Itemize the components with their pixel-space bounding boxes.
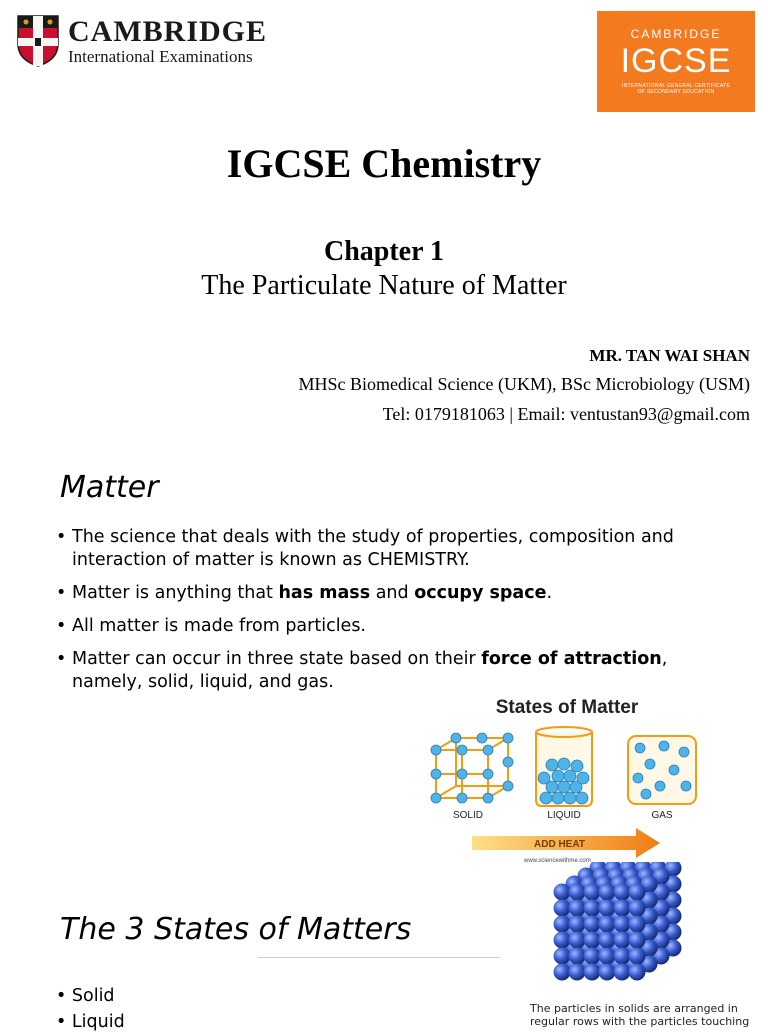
lattice-particle (629, 916, 646, 933)
list-item (56, 526, 716, 572)
igcse-badge (597, 11, 755, 112)
lattice-particle (569, 948, 586, 965)
chapter-title: The Particulate Nature of Matter (201, 270, 567, 301)
badge-cambridge-text: CAMBRIDGE (630, 27, 722, 41)
bullet-bold-text: force of attraction (481, 649, 662, 669)
badge-igcse-text: IGCSE (620, 42, 732, 80)
lattice-particle (599, 964, 616, 981)
lattice-particle (569, 884, 586, 901)
lattice-particle (584, 948, 601, 965)
liquid-label: LIQUID (547, 810, 581, 821)
solid-figure-caption: The particles in solids are arranged in regular rows with the particles touching (530, 1002, 750, 1028)
lattice-particle (569, 916, 586, 933)
liquid-beaker-icon (536, 727, 592, 806)
chapter-label: Chapter 1 (323, 236, 445, 267)
states-of-matter-figure (428, 690, 706, 865)
divider (258, 957, 500, 958)
list-item (56, 615, 716, 638)
lattice-particle (554, 884, 571, 901)
lattice-particle (599, 932, 616, 949)
cambridge-shield-icon (16, 14, 60, 68)
lattice-particle (584, 932, 601, 949)
lattice-particle (599, 900, 616, 917)
cambridge-name: CAMBRIDGE (68, 15, 268, 48)
solid-lattice-icon (436, 738, 508, 798)
lattice-particle (554, 900, 571, 917)
bullet-text: . (546, 583, 553, 603)
lattice-particle (599, 916, 616, 933)
gas-container-icon (628, 736, 696, 804)
lattice-particle (599, 884, 616, 901)
lattice-particle (599, 948, 616, 965)
bullet-text: namely, solid, liquid, and gas. (72, 672, 334, 692)
lattice-particle (629, 884, 646, 901)
list-item-text: Liquid (71, 1012, 125, 1032)
lattice-particle (554, 964, 571, 981)
list-item (56, 983, 125, 1009)
bullet-text: The science that deals with the study of properties, composition and interaction of matter is known as CHEMISTRY. (72, 527, 674, 570)
solid-particles-3d-figure (500, 862, 768, 1024)
matter-heading: Matter (60, 470, 159, 505)
lattice-particle (614, 884, 631, 901)
list-item (56, 1009, 125, 1035)
lattice-particle (554, 932, 571, 949)
bullet-icon: • (56, 616, 67, 636)
figure-credit: www.sciencewithme.com (524, 858, 591, 864)
bullet-icon: • (56, 986, 72, 1006)
page-title: IGCSE Chemistry (226, 141, 542, 186)
lattice-particle (569, 964, 586, 981)
cambridge-logo (16, 14, 267, 68)
lattice-particle (584, 964, 601, 981)
bullet-bold-text: occupy space (414, 583, 547, 603)
add-heat-label: ADD HEAT (534, 839, 585, 850)
bullet-text: Matter can occur in three state based on their (72, 649, 482, 669)
lattice-particle (584, 900, 601, 917)
list-item-text: Solid (71, 986, 115, 1006)
bullet-icon: • (56, 649, 67, 669)
list-item (56, 648, 716, 694)
solid-lattice-balls (554, 862, 682, 981)
bullet-icon: • (56, 527, 67, 547)
bullet-text: All matter is made from particles. (72, 616, 366, 636)
lattice-particle (629, 964, 646, 981)
author-credentials: MHSc Biomedical Science (UKM), BSc Microbiology (USM) (298, 374, 750, 394)
list-item (56, 582, 716, 605)
lattice-particle (569, 900, 586, 917)
solid-label: SOLID (452, 810, 484, 821)
lattice-particle (554, 916, 571, 933)
matter-bullet-list (56, 526, 716, 704)
lattice-particle (629, 948, 646, 965)
author-contact: Tel: 0179181063 | Email: ventustan93@gmail.com (382, 404, 750, 424)
author-name: MR. TAN WAI SHAN (589, 346, 750, 365)
bullet-text: , (661, 649, 668, 669)
bullet-icon: • (56, 1012, 72, 1032)
gas-label: GAS (651, 810, 673, 821)
lattice-particle (569, 932, 586, 949)
bullet-icon: • (56, 583, 67, 603)
badge-small-line-2: OF SECONDARY EDUCATION (637, 89, 715, 95)
figure-title: States of Matter (495, 697, 639, 718)
bullet-text: Matter is anything that (72, 583, 279, 603)
lattice-particle (614, 948, 631, 965)
lattice-particle (614, 900, 631, 917)
three-states-heading: The 3 States of Matters (60, 912, 412, 947)
lattice-particle (584, 916, 601, 933)
badge-small-line-1: INTERNATIONAL GENERAL CERTIFICATE (621, 83, 731, 89)
lattice-particle (629, 932, 646, 949)
bullet-bold-text: has mass (278, 583, 371, 603)
lattice-particle (584, 884, 601, 901)
lattice-particle (614, 916, 631, 933)
lattice-particle (554, 948, 571, 965)
bullet-text: and (370, 583, 415, 603)
lattice-particle (629, 900, 646, 917)
lattice-particle (614, 964, 631, 981)
lattice-particle (614, 932, 631, 949)
title-slide (0, 0, 768, 450)
states-list (56, 983, 125, 1035)
cambridge-subtitle: International Examinations (68, 47, 253, 66)
